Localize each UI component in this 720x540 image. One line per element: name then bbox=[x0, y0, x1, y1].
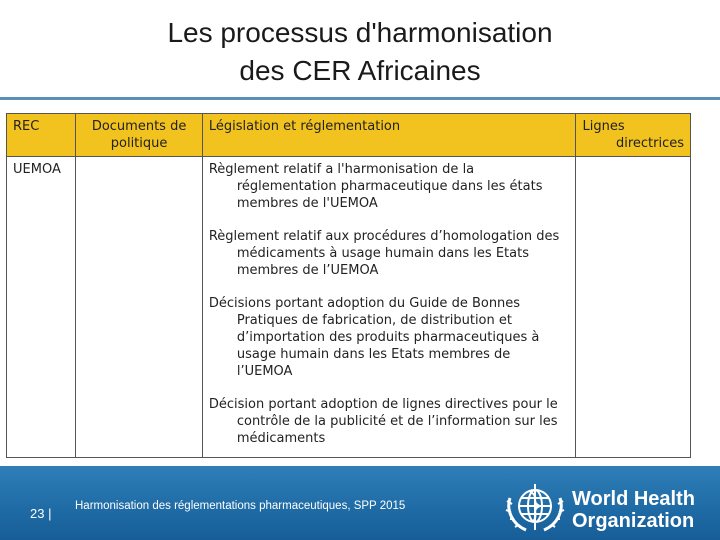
who-wordmark bbox=[572, 488, 695, 532]
who-wordmark-line1: World Health bbox=[572, 488, 695, 510]
page-number: 23 | bbox=[30, 506, 52, 521]
header-lignes bbox=[576, 114, 691, 157]
header-documents-label: Documents de politique bbox=[91, 119, 187, 151]
footer-bar bbox=[0, 466, 720, 540]
header-documents bbox=[76, 114, 203, 157]
table-header-row bbox=[7, 114, 691, 157]
header-lignes-label bbox=[582, 118, 684, 152]
legislation-item-3: Décisions portant adoption du Guide de Bonnes Pratiques de fabrication, de distribution et d’importation des produits pharmaceutiques à usage humain dans les Etats membres de l’UEMOA bbox=[208, 296, 540, 379]
header-rec: REC bbox=[7, 114, 76, 157]
slide-title bbox=[0, 14, 720, 90]
legislation-item-2: Règlement relatif aux procédures d’homologation des médicaments à usage humain dans les Etats membres de l’UEMOA bbox=[208, 229, 560, 278]
slide-title-line2: des CER Africaines bbox=[239, 55, 481, 86]
who-wordmark-line2: Organization bbox=[572, 510, 695, 532]
cell-documents bbox=[76, 157, 203, 458]
table-row bbox=[7, 157, 691, 458]
harmonisation-table bbox=[6, 113, 691, 458]
cell-lignes bbox=[576, 157, 691, 458]
who-emblem-icon bbox=[500, 478, 570, 538]
legislation-item-1: Règlement relatif a l'harmonisation de la réglementation pharmaceutique dans les états membres de l'UEMOA bbox=[208, 162, 543, 211]
cell-rec: UEMOA bbox=[7, 157, 76, 458]
header-lignes-line1: Lignes bbox=[582, 119, 625, 134]
legislation-item-4: Décision portant adoption de lignes directives pour le contrôle de la publicité et de l’information sur les médicaments bbox=[208, 397, 558, 446]
title-divider bbox=[0, 97, 720, 100]
header-lignes-line2: directrices bbox=[615, 136, 684, 151]
slide-title-line1: Les processus d'harmonisation bbox=[167, 17, 553, 48]
header-legislation: Législation et réglementation bbox=[202, 114, 576, 157]
cell-legislation bbox=[202, 157, 576, 458]
footer-text: Harmonisation des réglementations pharmaceutiques, SPP 2015 bbox=[75, 500, 406, 512]
